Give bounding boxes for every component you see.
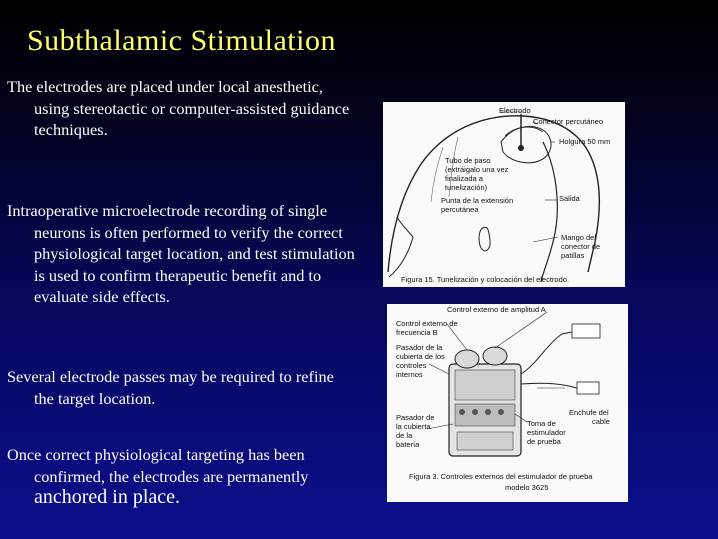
label-electrodo: Electrodo bbox=[499, 106, 531, 115]
label-toma-3: de prueba bbox=[527, 437, 561, 446]
label-punta-2: percutánea bbox=[441, 205, 479, 214]
label-pasador-bateria-2: la cubierta bbox=[396, 422, 431, 431]
label-pasador-4: internos bbox=[396, 370, 423, 379]
test-stimulator-figure bbox=[387, 304, 628, 502]
bullet-2: Intraoperative microelectrode recording of single neurons is often performed to verify the correct physiological target location, and test stimulation is used to confirm therapeutic benefit and to evaluate side effects. bbox=[7, 201, 355, 307]
label-pasador-3: controles bbox=[396, 361, 427, 370]
label-control-a: Control externo de amplitud A bbox=[447, 305, 546, 314]
label-tubo-2: (extráigalo una vez bbox=[445, 165, 509, 174]
label-pasador: Pasador de la bbox=[396, 343, 443, 352]
label-tubo-3: finalizada a bbox=[445, 174, 483, 183]
label-punta: Punta de la extensión bbox=[441, 196, 514, 205]
label-mango-2: conector de bbox=[561, 242, 601, 251]
label-pasador-2: cubierta de los bbox=[396, 352, 445, 361]
figure1-caption: Figura 15. Tunelización y colocación del electrodo. bbox=[401, 275, 570, 284]
bullet-4 bbox=[7, 444, 357, 509]
label-enchufe: Enchufe del bbox=[569, 408, 609, 417]
label-mango: Mango del bbox=[561, 233, 597, 242]
label-toma-2: estimulador bbox=[527, 428, 566, 437]
label-control-b-2: frecuencia B bbox=[396, 328, 438, 337]
label-pasador-bateria-3: de la bbox=[396, 431, 413, 440]
bullet-4-emphasis: anchored in place. bbox=[34, 486, 181, 509]
label-holgura: Holgura 50 mm bbox=[559, 137, 611, 146]
label-toma: Toma de bbox=[527, 419, 556, 428]
figure2-caption: Figura 3. Controles externos del estimulador de prueba bbox=[409, 472, 593, 481]
bullet-1: The electrodes are placed under local anesthetic, using stereotactic or computer-assisted guidance techniques. bbox=[7, 77, 350, 140]
label-conector: Conector percutáneo bbox=[533, 117, 604, 126]
label-enchufe-2: cable bbox=[592, 417, 610, 426]
bullet-3: Several electrode passes may be required to refine the target location. bbox=[7, 367, 334, 408]
slide-title: Subthalamic Stimulation bbox=[27, 24, 336, 57]
label-tubo-4: tunelización) bbox=[445, 183, 488, 192]
label-pasador-bateria: Pasador de bbox=[396, 413, 435, 422]
bullet-4-text: Once correct physiological targeting has been confirmed, the electrodes are permanently bbox=[7, 445, 309, 486]
label-mango-3: patillas bbox=[561, 251, 585, 260]
label-salida: Salida bbox=[559, 194, 580, 203]
label-tubo: Tubo de paso bbox=[445, 156, 491, 165]
label-control-b: Control externo de bbox=[396, 319, 458, 328]
electrode-tunneling-figure bbox=[383, 102, 625, 287]
label-pasador-bateria-4: batería bbox=[396, 440, 420, 449]
figure2-caption-2: modelo 3625 bbox=[505, 483, 549, 492]
head-illustration bbox=[383, 102, 625, 287]
